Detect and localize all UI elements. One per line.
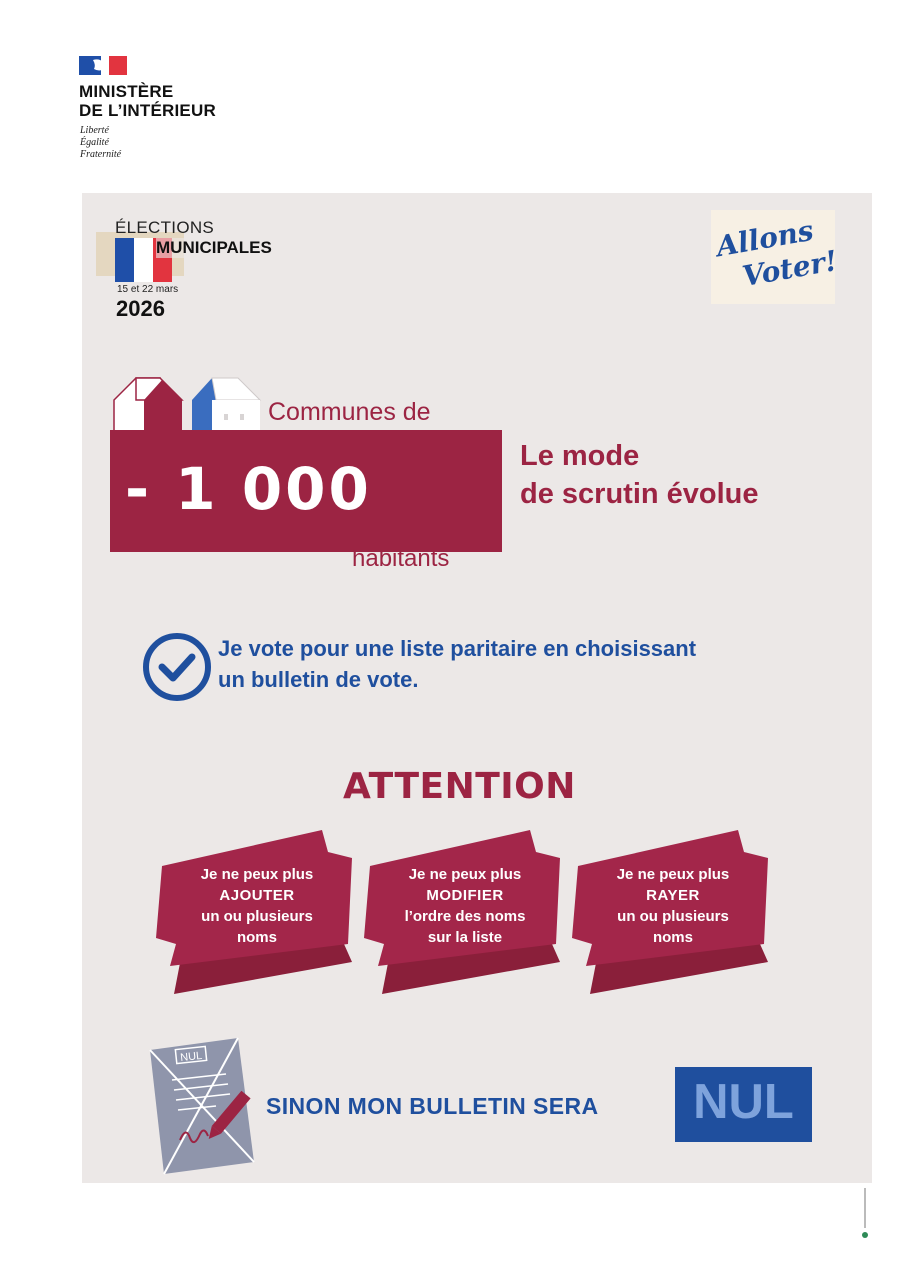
population-threshold: - 1 000 <box>125 455 372 523</box>
ribbon-line: Je ne peux plus <box>200 866 314 883</box>
check-circle-icon <box>142 632 212 702</box>
attention-heading: ATTENTION <box>343 766 576 807</box>
ribbon-line: RAYER <box>646 887 700 904</box>
election-type: MUNICIPALES <box>156 238 272 257</box>
ribbon-line: un ou plusieurs <box>201 908 313 925</box>
ribbon-line: sur la liste <box>427 929 503 946</box>
ministry-motto <box>80 125 121 161</box>
ribbon-text <box>152 864 362 948</box>
ministry-name-line2: DE L’INTÉRIEUR <box>79 101 216 120</box>
election-year: 2026 <box>116 296 165 321</box>
election-label: ÉLECTIONS <box>115 218 215 237</box>
ribbon-ajouter <box>152 826 362 1006</box>
envelope-label: NUL <box>179 1049 203 1065</box>
printer-mark <box>862 1188 868 1240</box>
ribbon-line: Je ne peux plus <box>408 866 522 883</box>
ribbon-line: un ou plusieurs <box>617 908 729 925</box>
slogan-line1: Allons <box>713 213 816 264</box>
nul-badge-text: NUL <box>693 1075 794 1129</box>
headline-line1: Le mode <box>520 440 640 472</box>
vote-rule-line2: un bulletin de vote. <box>218 667 419 692</box>
vote-rule-line1: Je vote pour une liste paritaire en choisissant <box>218 636 697 661</box>
ribbon-line: Je ne peux plus <box>616 866 730 883</box>
ministry-name-line1: MINISTÈRE <box>79 82 174 101</box>
habitants-label: habitants <box>352 545 450 572</box>
ribbon-rayer <box>568 826 778 1006</box>
marianne-logo <box>79 56 127 75</box>
ribbon-text <box>360 864 570 948</box>
ribbon-line: MODIFIER <box>426 887 504 904</box>
ribbon-line: noms <box>652 929 693 946</box>
ribbon-line: l’ordre des noms <box>404 908 526 925</box>
motto-liberte: Liberté <box>80 125 109 136</box>
election-dates: 15 et 22 mars <box>117 284 179 295</box>
ribbon-modifier <box>360 826 570 1006</box>
void-ballot-icon <box>146 1036 258 1176</box>
ribbon-line: AJOUTER <box>219 887 295 904</box>
motto-fraternite: Fraternité <box>80 149 122 160</box>
headline-line2: de scrutin évolue <box>520 478 759 510</box>
ribbon-line: noms <box>236 929 277 946</box>
communes-label: Communes de <box>268 398 431 426</box>
ministry-name <box>79 82 216 120</box>
slogan-line2: Voter! <box>739 243 840 294</box>
motto-egalite: Égalité <box>80 137 109 148</box>
ribbon-text <box>568 864 778 948</box>
warning-text: SINON MON BULLETIN SERA <box>266 1093 599 1119</box>
